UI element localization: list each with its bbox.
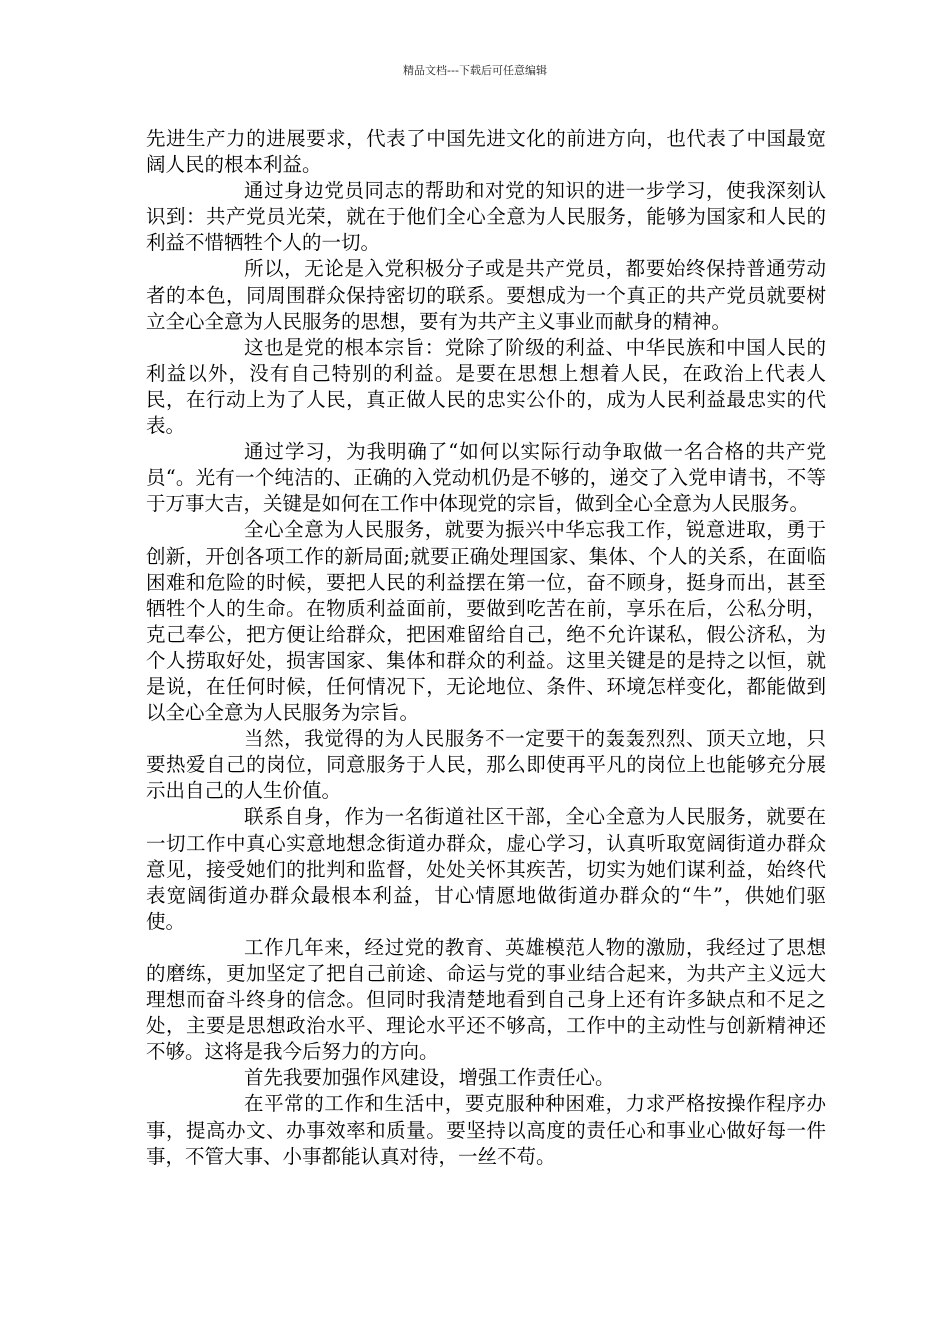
paragraph-9: 工作几年来，经过党的教育、英雄模范人物的激励，我经过了思想的磨练，更加坚定了把自己前途、命运与党的事业结合起来，为共产主义远大理想而奋斗终身的信念。但同时我清楚地看到自己身上还有许多缺点和不足之处，主要是思想政治水平、理论水平还不够高，工作中的主动性与创新精神还不够。这将是我今后努力的方向。 [146,935,826,1064]
page-header: 精品文档---下载后可任意编辑 [403,64,547,77]
paragraph-8: 联系自身，作为一名街道社区干部，全心全意为人民服务，就要在一切工作中真心实意地想念街道办群众，虚心学习，认真听取宽阔街道办群众意见，接受她们的批判和监督，处处关怀其疾苦，切实为她们谋利益，始终代表宽阔街道办群众最根本利益，甘心情愿地做街道办群众的“牛”，供她们驱使。 [146,805,826,933]
paragraph-10: 首先我要加强作风建设，增强工作责任心。 [244,1066,615,1090]
paragraph-1: 先进生产力的进展要求，代表了中国先进文化的前进方向，也代表了中国最宽阔人民的根本利益。 [146,127,826,177]
paragraph-6: 全心全意为人民服务，就要为振兴中华忘我工作，锐意进取，勇于创新，开创各项工作的新局面;就要正确处理国家、集体、个人的关系，在面临困难和危险的时候，要把人民的利益摆在第一位，奋不顾身，挺身而出，甚至牺牲个人的生命。在物质利益面前，要做到吃苦在前，享乐在后，公私分明，克己奉公，把方便让给群众，把困难留给自己，绝不允许谋私，假公济私，为个人捞取好处，损害国家、集体和群众的利益。这里关键是的是持之以恒，就是说，在任何时候，任何情况下，无论地位、条件、环境怎样变化，都能做到以全心全意为人民服务为宗旨。 [146,518,826,725]
paragraph-7: 当然，我觉得的为人民服务不一定要干的轰轰烈烈、顶天立地，只要热爱自己的岗位，同意服务于人民，那么即使再平凡的岗位上也能够充分展示出自己的人生价值。 [146,727,826,803]
paragraph-3: 所以，无论是入党积极分子或是共产党员，都要始终保持普通劳动者的本色，同周围群众保持密切的联系。要想成为一个真正的共产党员就要树立全心全意为人民服务的思想，要有为共产主义事业而献身的精神。 [146,257,826,333]
paragraph-5: 通过学习，为我明确了“如何以实际行动争取做一名合格的共产党员“。光有一个纯洁的、正确的入党动机仍是不够的，递交了入党申请书，不等于万事大吉，关键是如何在工作中体现党的宗旨，做到全心全意为人民服务。 [146,440,826,516]
document-body [146,126,826,1170]
paragraph-11: 在平常的工作和生活中，要克服种种困难，力求严格按操作程序办事，提高办文、办事效率和质量。要坚持以高度的责任心和事业心做好每一件事，不管大事、小事都能认真对待，一丝不苟。 [146,1092,826,1168]
paragraph-2: 通过身边党员同志的帮助和对党的知识的进一步学习，使我深刻认识到：共产党员光荣，就在于他们全心全意为人民服务，能够为国家和人民的利益不惜牺牲个人的一切。 [146,179,826,255]
paragraph-4: 这也是党的根本宗旨：党除了阶级的利益、中华民族和中国人民的利益以外，没有自己特别的利益。是要在思想上想着人民，在政治上代表人民，在行动上为了人民，真正做人民的忠实公仆的，成为人民利益最忠实的代表。 [146,335,826,438]
